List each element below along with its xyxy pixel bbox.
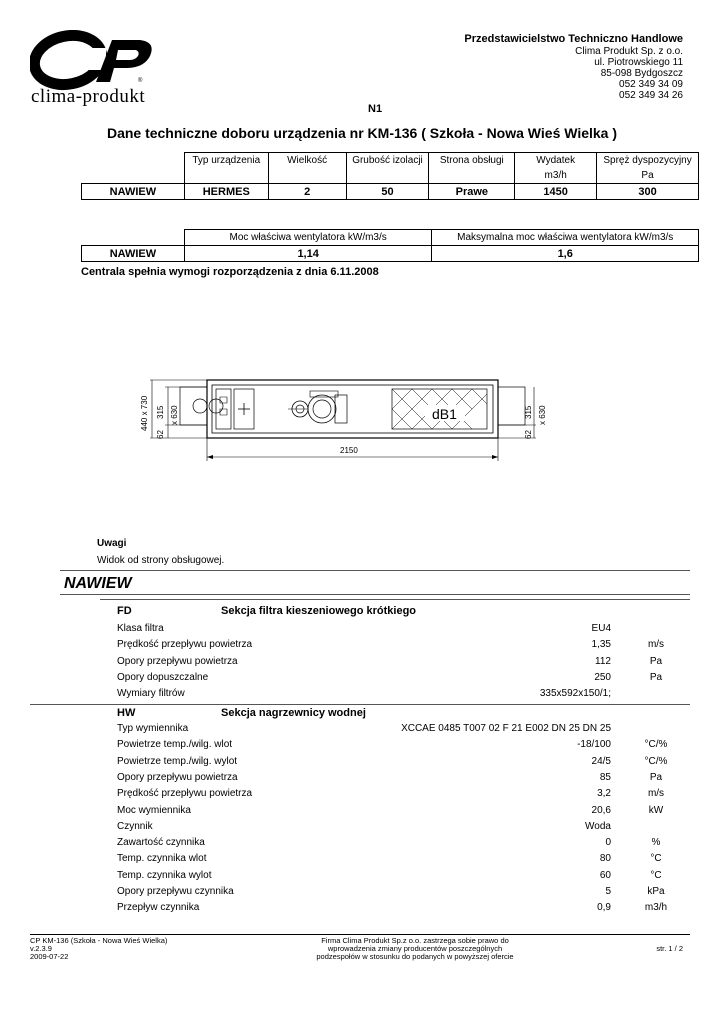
dim-62-left: 62 xyxy=(156,430,165,439)
dim-length: 2150 xyxy=(340,446,358,455)
spec-unit: m3/h xyxy=(515,168,597,184)
hw-row-label: Zawartość czynnika xyxy=(117,837,205,849)
hw-row-label: Temp. czynnika wlot xyxy=(117,853,207,865)
footer-left xyxy=(30,937,167,961)
hw-code: HW xyxy=(117,707,136,719)
hw-row-value: 85 xyxy=(599,771,611,783)
footer-disclaimer-line: Firma Clima Produkt Sp.z o.o. zastrzega sobie prawo do xyxy=(321,936,509,945)
divider xyxy=(60,594,690,595)
spec-table xyxy=(81,152,699,200)
cell: 50 xyxy=(346,184,429,200)
divider xyxy=(100,599,690,600)
dim-630-left: x 630 xyxy=(170,405,179,425)
hw-row-value: XCCAE 0485 T007 02 F 21 E002 DN 25 DN 25 xyxy=(401,723,611,734)
company-name: Przedstawicielstwo Techniczno Handlowe xyxy=(464,33,683,45)
fd-row-label: Opory dopuszczalne xyxy=(117,671,209,683)
hw-row-label: Prędkość przepływu powietrza xyxy=(117,788,253,800)
hw-row-value: 80 xyxy=(599,853,611,865)
row-label: NAWIEW xyxy=(82,184,185,200)
hw-row-label: Powietrze temp./wilg. wylot xyxy=(117,755,238,767)
fd-row-label: Klasa filtra xyxy=(117,623,164,634)
hw-row-unit: °C xyxy=(650,869,662,881)
hw-row-value: 24/5 xyxy=(591,755,611,767)
cell: HERMES xyxy=(184,184,268,200)
logo-text: clima-produkt xyxy=(31,86,146,107)
footer-version: v.2.3.9 xyxy=(30,944,52,953)
cell: 1,6 xyxy=(432,246,699,262)
registered-mark: ® xyxy=(138,78,143,84)
hw-row-unit: °C/% xyxy=(644,755,668,767)
fd-row-value: 250 xyxy=(594,671,611,683)
dim-315-right: 315 xyxy=(524,405,533,419)
hw-row-unit: kPa xyxy=(647,886,665,897)
fd-code: FD xyxy=(117,605,132,617)
fd-row-unit: m/s xyxy=(647,639,665,651)
fd-name: Sekcja filtra kieszeniowego krótkiego xyxy=(221,605,417,617)
table-row xyxy=(82,246,699,262)
cell: 300 xyxy=(597,184,699,200)
footer-disclaimer-line: wprowadzenia zmiany producentów poszczególnych xyxy=(327,944,503,953)
spec-header: Spręż dyspozycyjny xyxy=(597,153,699,169)
hw-name: Sekcja nagrzewnicy wodnej xyxy=(221,707,366,719)
footer-disclaimer xyxy=(270,937,560,961)
hw-row-unit: m/s xyxy=(647,788,665,800)
spec-header: Strona obsługi xyxy=(429,153,515,169)
fd-row-unit: Pa xyxy=(649,671,663,683)
dim-62-right: 62 xyxy=(524,430,533,439)
fd-row-label: Wymiary filtrów xyxy=(117,688,185,700)
hw-row-value: 5 xyxy=(605,886,611,897)
hw-row-label: Temp. czynnika wylot xyxy=(117,869,212,881)
dim-630-right: x 630 xyxy=(538,405,547,425)
fd-row-label: Opory przepływu powietrza xyxy=(117,655,238,667)
spec-header: Typ urządzenia xyxy=(184,153,268,169)
fd-row-value: 335x592x150/1; xyxy=(539,688,611,700)
divider xyxy=(30,704,690,705)
fd-row-value: EU4 xyxy=(591,623,611,634)
hw-row-unit: % xyxy=(651,837,661,849)
section-title: NAWIEW xyxy=(64,575,132,592)
silencer-label: dB1 xyxy=(432,406,457,422)
divider xyxy=(60,570,690,571)
power-header: Moc właściwa wentylatora kW/m3/s xyxy=(184,230,432,246)
hw-row-label: Powietrze temp./wilg. wlot xyxy=(117,739,233,751)
unit-drawing xyxy=(130,375,560,467)
fd-row-value: 1,35 xyxy=(591,639,611,651)
hw-row-unit: Pa xyxy=(649,771,663,783)
cell: 1450 xyxy=(515,184,597,200)
footer-date: 2009-07-22 xyxy=(30,952,69,961)
dim-315-left: 315 xyxy=(156,405,165,419)
company-city: 85-098 Bydgoszcz xyxy=(600,68,683,79)
fd-row-label: Prędkość przepływu powietrza xyxy=(117,639,253,651)
dim-height-total: 440 x 730 xyxy=(140,395,149,431)
hw-row-value: 3,2 xyxy=(597,788,611,800)
hw-row-label: Moc wymiennika xyxy=(117,804,191,816)
hw-row-value: 0,9 xyxy=(597,902,611,914)
spec-header: Wielkość xyxy=(268,153,346,169)
fd-row-unit: Pa xyxy=(649,655,663,667)
page-number: str. 1 / 2 xyxy=(656,944,683,953)
compliance-note: Centrala spełnia wymogi rozporządzenia z dnia 6.11.2008 xyxy=(81,266,379,278)
spec-header: Wydatek xyxy=(515,153,597,169)
hw-row-unit: kW xyxy=(648,804,664,816)
hw-row-value: Woda xyxy=(585,820,611,832)
hw-row-label: Przepływ czynnika xyxy=(117,902,200,914)
page-title: Dane techniczne doboru urządzenia nr KM-136 ( Szkoła - Nowa Wieś Wielka ) xyxy=(106,125,618,141)
company-firm: Clima Produkt Sp. z o.o. xyxy=(575,46,683,57)
hw-row-unit: °C xyxy=(650,853,662,865)
footer-divider xyxy=(30,934,690,935)
hw-row-label: Opory przepływu czynnika xyxy=(117,886,234,897)
spec-header: Grubość izolacji xyxy=(346,153,429,169)
hw-row-value: 60 xyxy=(599,869,611,881)
clima-produkt-logo xyxy=(30,30,160,92)
hw-row-unit: m3/h xyxy=(644,902,668,914)
cell: 2 xyxy=(268,184,346,200)
hw-row-unit: °C/% xyxy=(644,739,668,751)
power-header: Maksymalna moc właściwa wentylatora kW/m3/s xyxy=(432,230,699,246)
company-phone-2: 052 349 34 26 xyxy=(619,90,683,101)
cell: 1,14 xyxy=(184,246,432,262)
hw-row-label: Czynnik xyxy=(117,820,153,832)
remarks-text: Widok od strony obsługowej. xyxy=(97,555,225,566)
hw-row-value: 0 xyxy=(605,837,611,849)
cell: Prawe xyxy=(429,184,515,200)
row-label: NAWIEW xyxy=(82,246,185,262)
fd-row-value: 112 xyxy=(595,655,611,667)
hw-row-label: Typ wymiennika xyxy=(117,723,189,734)
company-phone-1: 052 349 34 09 xyxy=(619,79,683,90)
doc-code: N1 xyxy=(368,103,383,115)
company-street: ul. Piotrowskiego 11 xyxy=(594,57,683,68)
hw-row-value: 20,6 xyxy=(591,804,611,816)
footer-doc: CP KM-136 (Szkoła - Nowa Wieś Wielka) xyxy=(30,936,168,945)
spec-unit: Pa xyxy=(597,168,699,184)
footer-disclaimer-line: podzespołów w stosunku do podanych w powyższej ofercie xyxy=(316,952,514,961)
remarks-title: Uwagi xyxy=(97,538,127,549)
table-row xyxy=(82,184,699,200)
hw-row-value: -18/100 xyxy=(577,739,611,751)
hw-row-label: Opory przepływu powietrza xyxy=(117,771,238,783)
company-address xyxy=(464,33,683,101)
power-table xyxy=(81,229,699,262)
